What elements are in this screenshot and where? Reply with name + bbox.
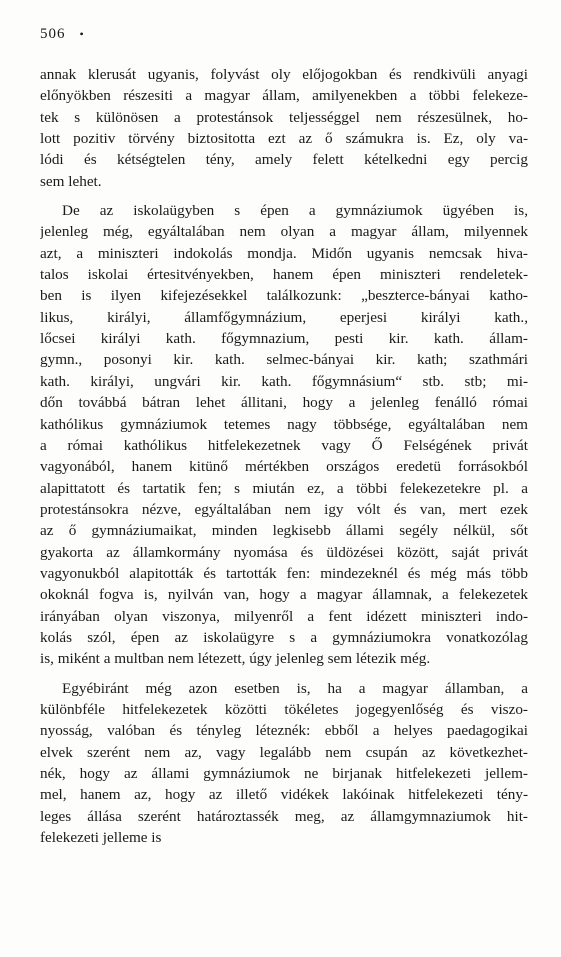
text-line: leges állása szerént határoztassék meg, az államgymnaziumok hit- <box>40 807 528 825</box>
header-mark: • <box>79 27 85 41</box>
text-line: dőn továbbá bátran lehet állitani, hogy a jelenleg fenálló római <box>40 394 528 412</box>
text-line: likus, királyi, államfőgymnázium, eperjesi királyi kath., <box>40 308 528 326</box>
page-number: 506 <box>40 26 66 42</box>
paragraph-gap <box>40 192 528 200</box>
text-line: kath. királyi, ungvári kir. kath. főgymnásium“ stb. stb; mi- <box>40 372 528 390</box>
text-line: gymn., posonyi kir. kath. selmec-bányai kir. kath; szathmári <box>40 351 528 369</box>
text-line: felekezeti jelleme is <box>40 829 162 847</box>
text-line: is, miként a multban nem létezett, úgy jelenleg sem létezik még. <box>40 650 431 668</box>
text-line: okoknál fogva is, nyilván van, hogy a magyar államnak, a felekezetek <box>40 586 528 604</box>
text-line: lőcsei királyi kath. főgymnazium, pesti kir. kath. állam- <box>40 330 528 348</box>
text-line: a római kathólikus hitfelekezetnek vagy Ő Felségének privát <box>40 436 528 454</box>
text-line: lódi és kétségtelen tény, amely felett kételkedni egy percig <box>40 151 528 169</box>
text-line: lott pozitiv törvény biztositotta ezt az ő számukra is. Ez, oly va- <box>40 130 528 148</box>
text-line: kathólikus gymnáziumok tetemes nagy többsége, egyáltalában nem <box>40 415 528 433</box>
text-line: sem lehet. <box>40 172 102 190</box>
text-line: mel, hanem az, hogy az illető vidékek lakóinak hitfelekezeti tény- <box>40 786 528 804</box>
text-line: elvek szerént nem az, vagy legalább nem csupán az következhet- <box>40 743 528 761</box>
paragraph <box>40 64 528 192</box>
text-line: előnyökben részesiti a magyar állam, amilyenekben a többi felekeze- <box>40 87 528 105</box>
text-line: tek s különösen a protestánsok teljességgel nem részesülnek, ho- <box>40 108 528 126</box>
text-line: gyakorta az államkormány nyomása és üldözései között, saját privát <box>40 543 528 561</box>
text-line: kolás szól, épen az iskolaügyre s a gymnáziumokra vonatkozólag <box>40 628 528 646</box>
text-line: azt, a miniszteri indokolás mondja. Midőn ugyanis nemcsak hiva- <box>40 244 528 262</box>
text-line: ben is ilyen kifejezésekkel találkozunk: „beszterce-bányai katho- <box>40 287 528 305</box>
body-text <box>40 64 528 848</box>
paragraph-gap <box>40 670 528 678</box>
page-header <box>40 26 85 43</box>
text-line: Egyébiránt még azon esetben is, ha a magyar államban, a <box>62 679 528 697</box>
text-line: nyosság, valóban és tényleg léteznék: ebből a helyes paedagogikai <box>40 722 528 740</box>
text-line: alapittatott és tartatik fen; s miután ez, a többi felekezetekre pl. a <box>40 479 528 497</box>
text-line: annak klerusát ugyanis, folyvást oly előjogokban és rendkivüli anyagi <box>40 66 528 83</box>
text-line: vagyonukból alapitották és tartották fen: mindezeknél és még más több <box>40 564 528 582</box>
text-line: irányában olyan viszonya, milyenről a fent idézett miniszteri indo- <box>40 607 528 625</box>
text-line: vagyonából, hanem kitünő mértékben országos eredetü forrásokból <box>40 458 528 476</box>
text-line: De az iskolaügyben s épen a gymnáziumok ügyében is, <box>62 202 528 220</box>
paragraph <box>40 200 528 670</box>
text-line: talos iskolai értesitvényekben, hanem épen miniszteri rendeletek- <box>40 266 528 284</box>
paragraph <box>40 678 528 849</box>
text-line: nék, hogy az állami gymnáziumok ne birjanak hitfelekezeti jellem- <box>40 765 528 782</box>
text-line: különbféle hitfelekezetek közötti tökéletes jogegyenlőség és viszo- <box>40 700 528 718</box>
text-line: protestánsokra nézve, egyáltalában nem igy vólt és van, mert ezek <box>40 500 528 518</box>
text-line: jelenleg még, egyáltalában nem olyan a magyar állam, milyennek <box>40 223 528 241</box>
text-line: az ő gymnáziumaikat, minden legkisebb állami segély nélkül, sőt <box>40 522 528 540</box>
